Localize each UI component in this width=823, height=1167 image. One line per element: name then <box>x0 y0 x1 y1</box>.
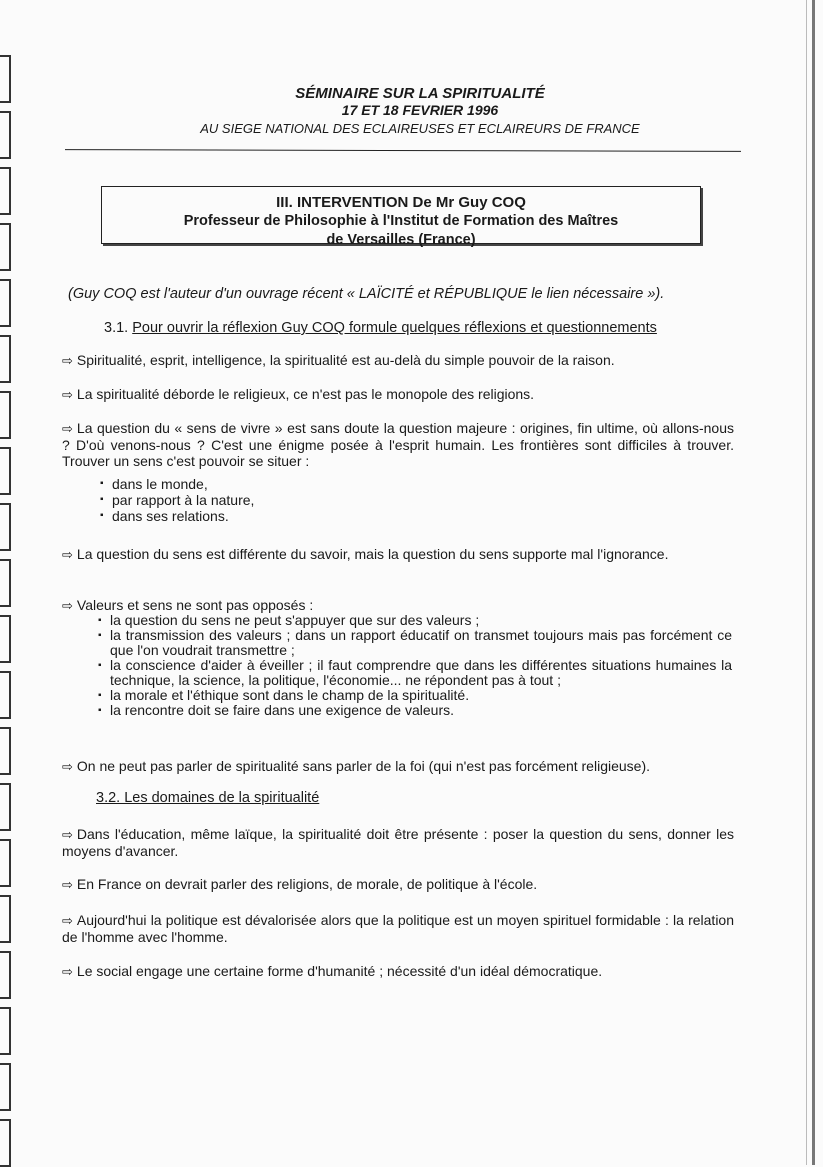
arrow-icon: ⇨ <box>62 547 73 562</box>
seminar-title: SÉMINAIRE SUR LA SPIRITUALITÉ <box>295 85 545 102</box>
list-item: ▪ dans ses relations. <box>100 508 500 524</box>
paragraph-text: On ne peut pas parler de spiritualité sans parler de la foi (qui n'est pas forcément religieuse). <box>76 758 650 774</box>
header-rule <box>65 149 741 152</box>
arrow-icon: ⇨ <box>62 387 73 402</box>
page-edge-inner <box>806 0 807 1165</box>
paragraph <box>62 352 734 369</box>
section-title: Pour ouvrir la réflexion Guy COQ formule quelques réflexions et questionnements <box>132 320 657 336</box>
arrow-icon: ⇨ <box>62 759 73 774</box>
page-edge <box>812 0 815 1165</box>
list-item: ▪ la conscience d'aider à éveiller ; il faut comprendre que dans les différentes situations humaines la technique, la science, la politique, l'économie... ne répondent pas à tout ; <box>98 658 732 688</box>
paragraph <box>62 386 734 403</box>
paragraph-text: La question du « sens de vivre » est sans doute la question majeure : origines, fin ultime, où allons-nous ? D'où venons-nous ? C'est une énigme posée à l'esprit humain. Les frontières sont difficiles à trouver. Trouver un sens c'est pouvoir se situer : <box>62 420 734 469</box>
arrow-icon: ⇨ <box>62 913 73 928</box>
bullet-list <box>100 476 500 524</box>
paragraph-text: Dans l'éducation, même laïque, la spiritualité doit être présente : poser la question du sens, donner les moyens d'avancer. <box>62 826 734 859</box>
paragraph <box>62 420 734 469</box>
paragraph <box>62 912 734 945</box>
paragraph-text: La question du sens est différente du savoir, mais la question du sens supporte mal l'ignorance. <box>76 546 669 562</box>
paragraph-text: Spiritualité, esprit, intelligence, la spiritualité est au-delà du simple pouvoir de la raison. <box>76 352 615 368</box>
arrow-icon: ⇨ <box>62 598 73 613</box>
list-item: ▪ par rapport à la nature, <box>100 492 500 508</box>
bullet-list <box>98 613 732 718</box>
arrow-icon: ⇨ <box>62 827 73 842</box>
arrow-icon: ⇨ <box>62 877 73 892</box>
paragraph-text: Valeurs et sens ne sont pas opposés : <box>76 597 314 613</box>
section-number: 3.1. <box>104 320 129 336</box>
paragraph-text: Aujourd'hui la politique est dévalorisée alors que la politique est un moyen spirituel formidable : la relation de l'homme avec l'homme. <box>62 912 734 945</box>
paragraph-text: La spiritualité déborde le religieux, ce n'est pas le monopole des religions. <box>76 386 535 402</box>
paragraph <box>62 963 734 980</box>
paragraph <box>62 876 734 893</box>
intervention-box <box>101 186 701 248</box>
list-item: ▪ la morale et l'éthique sont dans le champ de la spiritualité. <box>98 688 732 703</box>
section-heading-3-2 <box>96 790 319 806</box>
seminar-place: AU SIEGE NATIONAL DES ECLAIREUSES ET ECLAIREURS DE FRANCE <box>200 121 640 136</box>
list-item: ▪ la rencontre doit se faire dans une exigence de valeurs. <box>98 703 732 718</box>
seminar-dates: 17 ET 18 FEVRIER 1996 <box>341 102 499 118</box>
arrow-icon: ⇨ <box>62 421 73 436</box>
section-heading-3-1 <box>104 320 657 336</box>
paragraph <box>62 758 734 775</box>
speaker-location: de Versailles (France) <box>326 232 476 248</box>
paragraph-text: Le social engage une certaine forme d'humanité ; nécessité d'un idéal démocratique. <box>76 963 603 979</box>
list-item: ▪ dans le monde, <box>100 476 500 492</box>
paragraph-text: En France on devrait parler des religions, de morale, de politique à l'école. <box>76 876 538 892</box>
intro-note: (Guy COQ est l'auteur d'un ouvrage récent « LAÏCITÉ et RÉPUBLIQUE le lien nécessaire »). <box>68 286 665 302</box>
intervention-title: III. INTERVENTION De Mr Guy COQ <box>276 194 526 211</box>
arrow-icon: ⇨ <box>62 353 73 368</box>
list-item: ▪ la transmission des valeurs ; dans un rapport éducatif on transmet toujours mais pas forcément ce que l'on voudrait transmettre ; <box>98 628 732 658</box>
paragraph <box>62 546 734 563</box>
arrow-icon: ⇨ <box>62 964 73 979</box>
paragraph <box>62 826 734 859</box>
list-item: ▪ la question du sens ne peut s'appuyer que sur des valeurs ; <box>98 613 732 628</box>
section-title: 3.2. Les domaines de la spiritualité <box>96 790 320 806</box>
speaker-role: Professeur de Philosophie à l'Institut de Formation des Maîtres <box>183 213 619 229</box>
